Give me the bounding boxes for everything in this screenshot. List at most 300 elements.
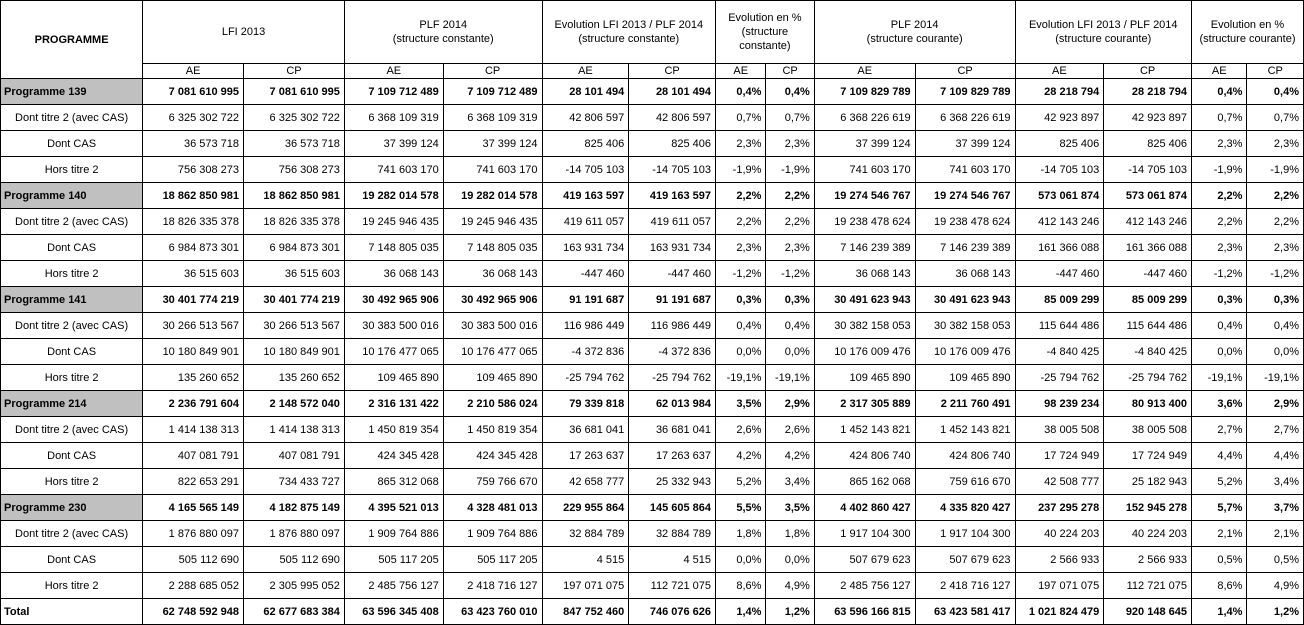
table-cell: 2 566 933 [1015, 547, 1104, 573]
table-cell: 2,3% [1191, 235, 1246, 261]
table-cell: 4 182 875 149 [244, 495, 345, 521]
group-header-line1: Evolution LFI 2013 / PLF 2014 [554, 19, 704, 31]
group-header-plf-2014-courante [814, 1, 1015, 64]
table-cell: 91 191 687 [629, 287, 716, 313]
group-header-line1: Evolution en % [1210, 19, 1285, 31]
table-cell: 505 112 690 [143, 547, 244, 573]
table-cell: 36 681 041 [542, 417, 629, 443]
table-cell: 115 644 486 [1015, 313, 1104, 339]
table-cell: -1,2% [1247, 261, 1304, 287]
row-label: Hors titre 2 [1, 261, 143, 287]
table-cell: 7 109 829 789 [814, 79, 915, 105]
table-cell: 3,4% [1247, 469, 1304, 495]
table-cell: 6 984 873 301 [244, 235, 345, 261]
table-cell: 112 721 075 [629, 573, 716, 599]
table-cell: 19 238 478 624 [915, 209, 1015, 235]
group-header-line1: PLF 2014 [890, 19, 939, 31]
table-row [1, 573, 1304, 599]
table-cell: 37 399 124 [915, 131, 1015, 157]
table-cell: 163 931 734 [629, 235, 716, 261]
subheader-cp: CP [1104, 64, 1192, 79]
table-cell: 419 611 057 [542, 209, 629, 235]
table-cell: 38 005 508 [1104, 417, 1192, 443]
table-cell: 40 224 203 [1015, 521, 1104, 547]
table-cell: 3,6% [1191, 391, 1246, 417]
table-cell: 6 368 226 619 [814, 105, 915, 131]
group-header-line1: LFI 2013 [221, 26, 266, 38]
table-cell: 2 418 716 127 [443, 573, 542, 599]
table-cell: 5,2% [1191, 469, 1246, 495]
header-row-ae-cp [1, 64, 1304, 79]
table-cell: 746 076 626 [629, 599, 716, 625]
table-cell: 38 005 508 [1015, 417, 1104, 443]
row-label: Programme 214 [1, 391, 143, 417]
table-cell: -14 705 103 [542, 157, 629, 183]
table-cell: 30 492 965 906 [344, 287, 443, 313]
table-row [1, 131, 1304, 157]
table-cell: 19 245 946 435 [344, 209, 443, 235]
table-cell: 30 383 500 016 [344, 313, 443, 339]
group-header-line2: (structure courante) [866, 33, 963, 45]
table-cell: 6 368 109 319 [443, 105, 542, 131]
table-cell: 0,4% [766, 313, 814, 339]
subheader-ae: AE [542, 64, 629, 79]
group-header-evolution-pct-courante [1191, 1, 1303, 64]
programme-column-header: PROGRAMME [1, 1, 143, 79]
programme-row [1, 391, 1304, 417]
table-cell: 36 515 603 [244, 261, 345, 287]
table-cell: 2 317 305 889 [814, 391, 915, 417]
table-cell: 197 071 075 [542, 573, 629, 599]
table-cell: 1 450 819 354 [443, 417, 542, 443]
table-cell: 4,9% [766, 573, 814, 599]
table-row [1, 547, 1304, 573]
table-cell: 10 176 477 065 [443, 339, 542, 365]
table-cell: 25 182 943 [1104, 469, 1192, 495]
table-cell: 2,1% [1247, 521, 1304, 547]
table-cell: 7 109 829 789 [915, 79, 1015, 105]
table-cell: 6 325 302 722 [143, 105, 244, 131]
table-cell: 18 826 335 378 [244, 209, 345, 235]
row-label: Dont titre 2 (avec CAS) [1, 313, 143, 339]
table-cell: 42 923 897 [1104, 105, 1192, 131]
table-cell: 1 917 104 300 [915, 521, 1015, 547]
table-cell: 42 806 597 [542, 105, 629, 131]
table-cell: 507 679 623 [915, 547, 1015, 573]
table-cell: -447 460 [629, 261, 716, 287]
table-cell: 4 402 860 427 [814, 495, 915, 521]
subheader-ae: AE [143, 64, 244, 79]
table-cell: 0,0% [716, 339, 766, 365]
table-cell: 36 068 143 [814, 261, 915, 287]
table-cell: -25 794 762 [1015, 365, 1104, 391]
table-cell: 19 274 546 767 [915, 183, 1015, 209]
table-body [1, 79, 1304, 625]
table-cell: 741 603 170 [443, 157, 542, 183]
table-cell: -1,2% [1191, 261, 1246, 287]
table-cell: 4 515 [542, 547, 629, 573]
table-cell: 36 068 143 [915, 261, 1015, 287]
total-row [1, 599, 1304, 625]
table-cell: 825 406 [542, 131, 629, 157]
table-cell: 115 644 486 [1104, 313, 1192, 339]
table-cell: 2 305 995 052 [244, 573, 345, 599]
subheader-ae: AE [814, 64, 915, 79]
table-cell: 37 399 124 [344, 131, 443, 157]
table-cell: 109 465 890 [443, 365, 542, 391]
subheader-ae: AE [716, 64, 766, 79]
table-cell: 822 653 291 [143, 469, 244, 495]
table-cell: 2,3% [766, 235, 814, 261]
header-row-groups [1, 1, 1304, 64]
table-cell: 1 876 880 097 [143, 521, 244, 547]
table-cell: 197 071 075 [1015, 573, 1104, 599]
table-cell: 1,8% [716, 521, 766, 547]
table-cell: 2,3% [1247, 131, 1304, 157]
subheader-cp: CP [244, 64, 345, 79]
table-cell: 7 109 712 489 [443, 79, 542, 105]
table-cell: 28 101 494 [542, 79, 629, 105]
table-cell: 36 573 718 [143, 131, 244, 157]
table-cell: 419 611 057 [629, 209, 716, 235]
table-row [1, 339, 1304, 365]
table-cell: 36 573 718 [244, 131, 345, 157]
table-cell: 847 752 460 [542, 599, 629, 625]
table-cell: 2 485 756 127 [814, 573, 915, 599]
table-cell: 85 009 299 [1104, 287, 1192, 313]
table-cell: 30 382 158 053 [915, 313, 1015, 339]
table-cell: 2,6% [716, 417, 766, 443]
table-cell: 85 009 299 [1015, 287, 1104, 313]
table-row [1, 105, 1304, 131]
table-cell: 3,7% [1247, 495, 1304, 521]
table-cell: 0,0% [716, 547, 766, 573]
table-cell: 30 492 965 906 [443, 287, 542, 313]
table-cell: 7 109 712 489 [344, 79, 443, 105]
table-row [1, 157, 1304, 183]
table-row [1, 521, 1304, 547]
table-cell: 18 826 335 378 [143, 209, 244, 235]
group-header-line2: (structure constante) [739, 26, 791, 52]
table-row [1, 209, 1304, 235]
row-label: Dont CAS [1, 339, 143, 365]
table-cell: 507 679 623 [814, 547, 915, 573]
table-cell: -447 460 [542, 261, 629, 287]
table-cell: 2,2% [1247, 183, 1304, 209]
row-label: Dont CAS [1, 547, 143, 573]
row-label: Dont CAS [1, 131, 143, 157]
table-cell: 109 465 890 [344, 365, 443, 391]
table-cell: 237 295 278 [1015, 495, 1104, 521]
table-cell: 1 021 824 479 [1015, 599, 1104, 625]
table-cell: 30 401 774 219 [143, 287, 244, 313]
table-cell: 505 117 205 [344, 547, 443, 573]
table-row [1, 443, 1304, 469]
table-cell: -4 840 425 [1104, 339, 1192, 365]
table-cell: 825 406 [1015, 131, 1104, 157]
group-header-line1: Evolution en % [728, 12, 802, 24]
table-cell: 2,2% [766, 183, 814, 209]
table-cell: 2,3% [1247, 235, 1304, 261]
table-cell: 30 491 623 943 [915, 287, 1015, 313]
table-cell: 161 366 088 [1104, 235, 1192, 261]
table-cell: 1 452 143 821 [915, 417, 1015, 443]
table-cell: 825 406 [629, 131, 716, 157]
table-cell: -14 705 103 [1015, 157, 1104, 183]
table-cell: 741 603 170 [344, 157, 443, 183]
table-cell: -4 372 836 [629, 339, 716, 365]
table-cell: 5,2% [716, 469, 766, 495]
table-cell: 17 724 949 [1104, 443, 1192, 469]
table-cell: 2 236 791 604 [143, 391, 244, 417]
table-cell: 19 282 014 578 [344, 183, 443, 209]
table-cell: 109 465 890 [814, 365, 915, 391]
subheader-cp: CP [766, 64, 814, 79]
row-label: Programme 141 [1, 287, 143, 313]
table-cell: 573 061 874 [1104, 183, 1192, 209]
table-cell: 407 081 791 [244, 443, 345, 469]
table-cell: 30 266 513 567 [244, 313, 345, 339]
table-row [1, 469, 1304, 495]
table-cell: 1,4% [716, 599, 766, 625]
table-cell: 135 260 652 [143, 365, 244, 391]
table-cell: 0,7% [766, 105, 814, 131]
table-cell: 8,6% [716, 573, 766, 599]
group-header-plf-2014-constante [344, 1, 542, 64]
table-cell: 7 146 239 389 [915, 235, 1015, 261]
table-cell: 0,4% [716, 313, 766, 339]
row-label: Dont titre 2 (avec CAS) [1, 105, 143, 131]
table-cell: 3,5% [766, 495, 814, 521]
table-cell: 1,4% [1191, 599, 1246, 625]
programme-row [1, 79, 1304, 105]
table-cell: 163 931 734 [542, 235, 629, 261]
table-cell: 62 677 683 384 [244, 599, 345, 625]
table-cell: 37 399 124 [814, 131, 915, 157]
group-header-line1: Evolution LFI 2013 / PLF 2014 [1028, 19, 1178, 31]
table-cell: 1,8% [766, 521, 814, 547]
subheader-ae: AE [1015, 64, 1104, 79]
table-cell: 135 260 652 [244, 365, 345, 391]
table-cell: -447 460 [1015, 261, 1104, 287]
row-label: Hors titre 2 [1, 365, 143, 391]
table-cell: 741 603 170 [915, 157, 1015, 183]
table-cell: 0,0% [1191, 339, 1246, 365]
table-cell: 2,3% [766, 131, 814, 157]
group-header-line2: (structure courante) [1199, 33, 1296, 45]
table-cell: 17 263 637 [629, 443, 716, 469]
table-cell: 756 308 273 [143, 157, 244, 183]
table-cell: 42 923 897 [1015, 105, 1104, 131]
row-label: Programme 140 [1, 183, 143, 209]
table-cell: -447 460 [1104, 261, 1192, 287]
table-row [1, 365, 1304, 391]
table-cell: 2,1% [1191, 521, 1246, 547]
programme-row [1, 183, 1304, 209]
table-cell: 2,7% [1247, 417, 1304, 443]
table-cell: -14 705 103 [629, 157, 716, 183]
subheader-ae: AE [344, 64, 443, 79]
table-cell: -1,9% [716, 157, 766, 183]
table-cell: 161 366 088 [1015, 235, 1104, 261]
table-cell: 36 681 041 [629, 417, 716, 443]
table-cell: 0,0% [766, 339, 814, 365]
table-cell: 412 143 246 [1015, 209, 1104, 235]
table-cell: 505 117 205 [443, 547, 542, 573]
table-cell: 407 081 791 [143, 443, 244, 469]
table-cell: 17 263 637 [542, 443, 629, 469]
group-header-line1: PLF 2014 [419, 19, 468, 31]
table-cell: 419 163 597 [542, 183, 629, 209]
table-cell: 7 148 805 035 [443, 235, 542, 261]
group-header-evolution-courante [1015, 1, 1191, 64]
table-cell: -1,2% [716, 261, 766, 287]
table-cell: 2,6% [766, 417, 814, 443]
table-cell: 0,7% [1191, 105, 1246, 131]
table-cell: 32 884 789 [542, 521, 629, 547]
table-cell: 79 339 818 [542, 391, 629, 417]
table-cell: 759 766 670 [443, 469, 542, 495]
table-cell: 1 452 143 821 [814, 417, 915, 443]
table-cell: 2 288 685 052 [143, 573, 244, 599]
subheader-cp: CP [915, 64, 1015, 79]
table-cell: 4 328 481 013 [443, 495, 542, 521]
table-cell: 0,4% [1191, 79, 1246, 105]
table-cell: 505 112 690 [244, 547, 345, 573]
table-cell: 8,6% [1191, 573, 1246, 599]
row-label: Dont titre 2 (avec CAS) [1, 521, 143, 547]
table-cell: 7 146 239 389 [814, 235, 915, 261]
row-label: Hors titre 2 [1, 157, 143, 183]
row-label: Dont titre 2 (avec CAS) [1, 209, 143, 235]
table-cell: -1,9% [1247, 157, 1304, 183]
table-cell: 7 081 610 995 [143, 79, 244, 105]
table-cell: -19,1% [1247, 365, 1304, 391]
table-cell: 0,7% [716, 105, 766, 131]
table-cell: 2,9% [766, 391, 814, 417]
table-cell: 19 245 946 435 [443, 209, 542, 235]
table-cell: 0,0% [766, 547, 814, 573]
table-cell: 2 418 716 127 [915, 573, 1015, 599]
table-cell: 4,2% [716, 443, 766, 469]
table-cell: 6 984 873 301 [143, 235, 244, 261]
group-header-evolution-pct-constante [716, 1, 815, 64]
table-cell: 10 180 849 901 [244, 339, 345, 365]
table-cell: 6 325 302 722 [244, 105, 345, 131]
table-cell: 109 465 890 [915, 365, 1015, 391]
table-cell: 2,3% [716, 235, 766, 261]
table-cell: 10 180 849 901 [143, 339, 244, 365]
table-row [1, 235, 1304, 261]
table-cell: 80 913 400 [1104, 391, 1192, 417]
table-cell: 3,5% [716, 391, 766, 417]
row-label: Hors titre 2 [1, 469, 143, 495]
table-cell: 42 806 597 [629, 105, 716, 131]
row-label: Total [1, 599, 143, 625]
group-header-lfi-2013 [143, 1, 345, 64]
table-cell: 573 061 874 [1015, 183, 1104, 209]
table-cell: -1,9% [1191, 157, 1246, 183]
table-cell: 152 945 278 [1104, 495, 1192, 521]
table-row [1, 261, 1304, 287]
table-cell: 6 368 226 619 [915, 105, 1015, 131]
table-cell: 865 312 068 [344, 469, 443, 495]
table-cell: 6 368 109 319 [344, 105, 443, 131]
table-cell: 62 748 592 948 [143, 599, 244, 625]
table-cell: 25 332 943 [629, 469, 716, 495]
table-cell: 1 414 138 313 [143, 417, 244, 443]
table-cell: -19,1% [766, 365, 814, 391]
table-cell: 28 101 494 [629, 79, 716, 105]
table-cell: 4,9% [1247, 573, 1304, 599]
group-header-evolution-constante [542, 1, 715, 64]
table-cell: 18 862 850 981 [143, 183, 244, 209]
table-row [1, 313, 1304, 339]
table-cell: 2,9% [1247, 391, 1304, 417]
table-cell: 30 383 500 016 [443, 313, 542, 339]
table-cell: 30 491 623 943 [814, 287, 915, 313]
table-cell: 825 406 [1104, 131, 1192, 157]
group-header-line2: (structure constante) [578, 33, 680, 45]
table-cell: 36 515 603 [143, 261, 244, 287]
table-cell: 2,2% [1247, 209, 1304, 235]
table-cell: 0,3% [1247, 287, 1304, 313]
table-cell: 4 395 521 013 [344, 495, 443, 521]
table-cell: 1 876 880 097 [244, 521, 345, 547]
table-cell: 10 176 009 476 [915, 339, 1015, 365]
table-cell: 412 143 246 [1104, 209, 1192, 235]
table-cell: 0,0% [1247, 339, 1304, 365]
table-cell: 4 335 820 427 [915, 495, 1015, 521]
table-cell: 2,2% [1191, 183, 1246, 209]
table-cell: 1 450 819 354 [344, 417, 443, 443]
table-cell: 2,2% [716, 183, 766, 209]
table-cell: 759 616 670 [915, 469, 1015, 495]
table-cell: 40 224 203 [1104, 521, 1192, 547]
table-cell: 1 909 764 886 [443, 521, 542, 547]
table-cell: 0,4% [1247, 313, 1304, 339]
table-cell: 0,5% [1247, 547, 1304, 573]
table-cell: 5,7% [1191, 495, 1246, 521]
table-cell: 30 382 158 053 [814, 313, 915, 339]
table-cell: 0,4% [766, 79, 814, 105]
table-cell: 2,3% [716, 131, 766, 157]
table-cell: 30 401 774 219 [244, 287, 345, 313]
table-cell: 4 165 565 149 [143, 495, 244, 521]
table-cell: 4,2% [766, 443, 814, 469]
row-label: Programme 230 [1, 495, 143, 521]
table-cell: 2,2% [766, 209, 814, 235]
table-cell: -1,2% [766, 261, 814, 287]
table-cell: 7 148 805 035 [344, 235, 443, 261]
table-cell: -25 794 762 [629, 365, 716, 391]
table-cell: 229 955 864 [542, 495, 629, 521]
table-cell: 0,3% [766, 287, 814, 313]
table-cell: 424 806 740 [814, 443, 915, 469]
table-cell: 28 218 794 [1104, 79, 1192, 105]
table-cell: 424 806 740 [915, 443, 1015, 469]
table-cell: 63 423 760 010 [443, 599, 542, 625]
table-cell: 17 724 949 [1015, 443, 1104, 469]
table-cell: 2 316 131 422 [344, 391, 443, 417]
table-cell: 424 345 428 [344, 443, 443, 469]
table-cell: 10 176 009 476 [814, 339, 915, 365]
table-cell: 19 282 014 578 [443, 183, 542, 209]
table-cell: 2 210 586 024 [443, 391, 542, 417]
group-header-line2: (structure constante) [392, 33, 494, 45]
table-cell: 920 148 645 [1104, 599, 1192, 625]
table-cell: 0,5% [1191, 547, 1246, 573]
